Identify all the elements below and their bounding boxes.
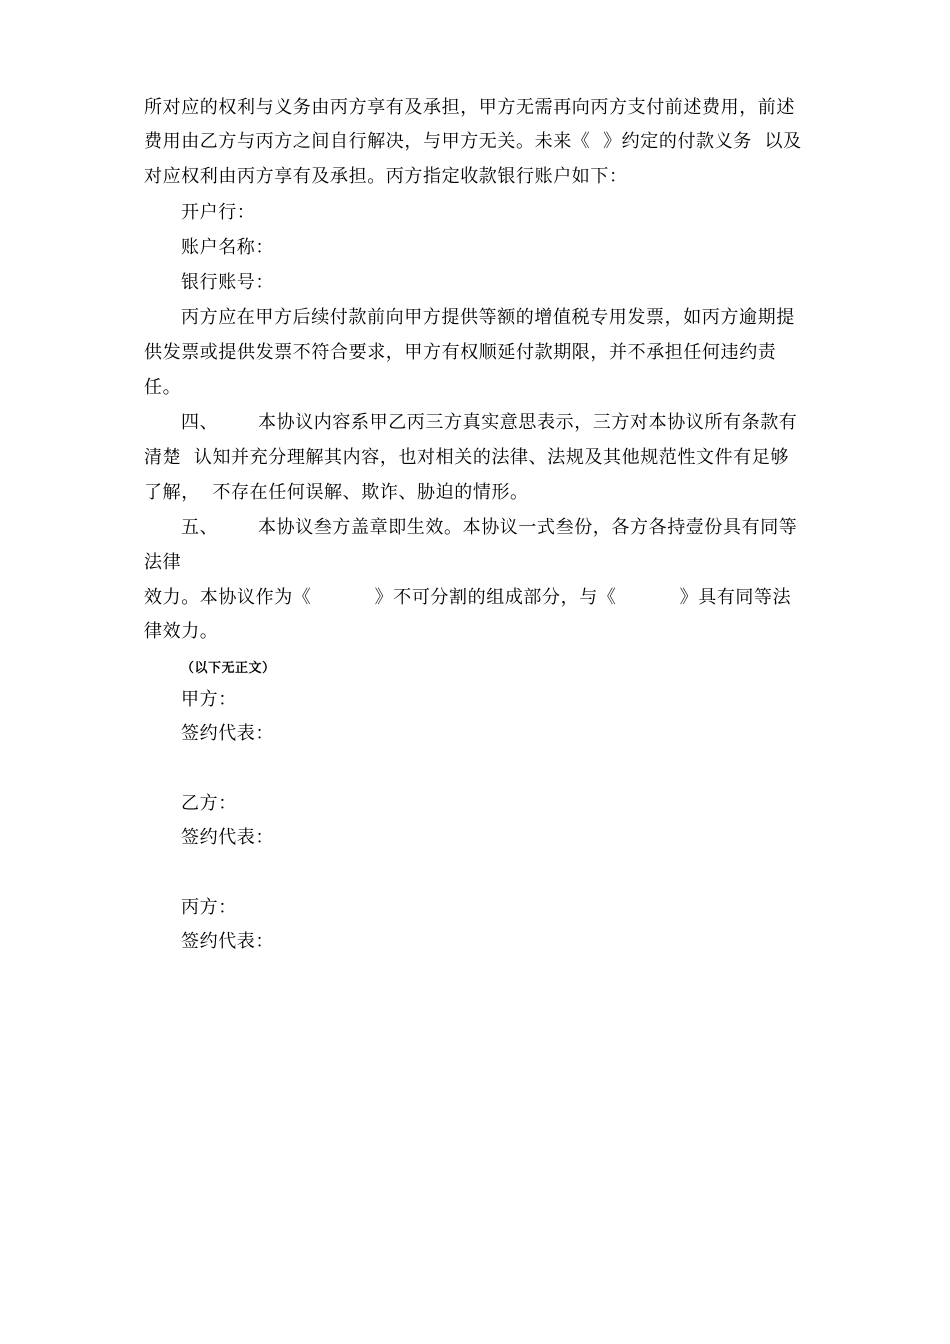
- party-a-label: 甲方：: [181, 689, 237, 710]
- party-c-label: 丙方：: [181, 897, 237, 918]
- invoice-line-1: 丙方应在甲方后续付款前向甲方提供等额的增值税专用发票，如丙方逾期提: [181, 307, 795, 328]
- clause-four-line-2: 清楚 认知并充分理解其内容，也对相关的法律、法规及其他规范性文件有足够: [144, 447, 790, 468]
- intro-line-2: 费用由乙方与丙方之间自行解决，与甲方无关。未来《 》约定的付款义务 以及: [144, 131, 802, 152]
- account-number-label: 银行账号：: [181, 272, 274, 293]
- account-name-label: 账户名称：: [181, 237, 274, 258]
- clause-five-line-1: 本协议叁方盖章即生效。本协议一式叁份，各方各持壹份具有同等: [258, 517, 798, 538]
- intro-line-1: 所对应的权利与义务由丙方享有及承担，甲方无需再向丙方支付前述费用，前述: [144, 97, 795, 118]
- invoice-line-3: 任。: [144, 377, 182, 398]
- clause-five-line-4: 律效力。: [144, 621, 219, 642]
- party-b-label: 乙方：: [181, 793, 237, 814]
- bank-name-label: 开户行：: [181, 202, 256, 223]
- clause-five-line-2: 法律: [144, 552, 182, 573]
- clause-five-number: 五、: [181, 517, 219, 538]
- clause-five-line-3: 效力。本协议作为《 》不可分割的组成部分，与《 》具有同等法: [144, 587, 792, 608]
- party-a-representative: 签约代表：: [181, 723, 274, 744]
- clause-four-line-1: 本协议内容系甲乙丙三方真实意思表示，三方对本协议所有条款有: [258, 412, 798, 433]
- clause-four-line-3: 了解， 不存在任何误解、欺诈、胁迫的情形。: [144, 482, 529, 503]
- intro-line-3: 对应权利由丙方享有及承担。丙方指定收款银行账户如下：: [144, 166, 628, 187]
- invoice-line-2: 供发票或提供发票不符合要求，甲方有权顺延付款期限，并不承担任何违约责: [144, 342, 777, 363]
- party-c-representative: 签约代表：: [181, 931, 274, 952]
- clause-four-number: 四、: [181, 412, 219, 433]
- end-of-text-note: （以下无正文）: [181, 661, 276, 676]
- party-b-representative: 签约代表：: [181, 827, 274, 848]
